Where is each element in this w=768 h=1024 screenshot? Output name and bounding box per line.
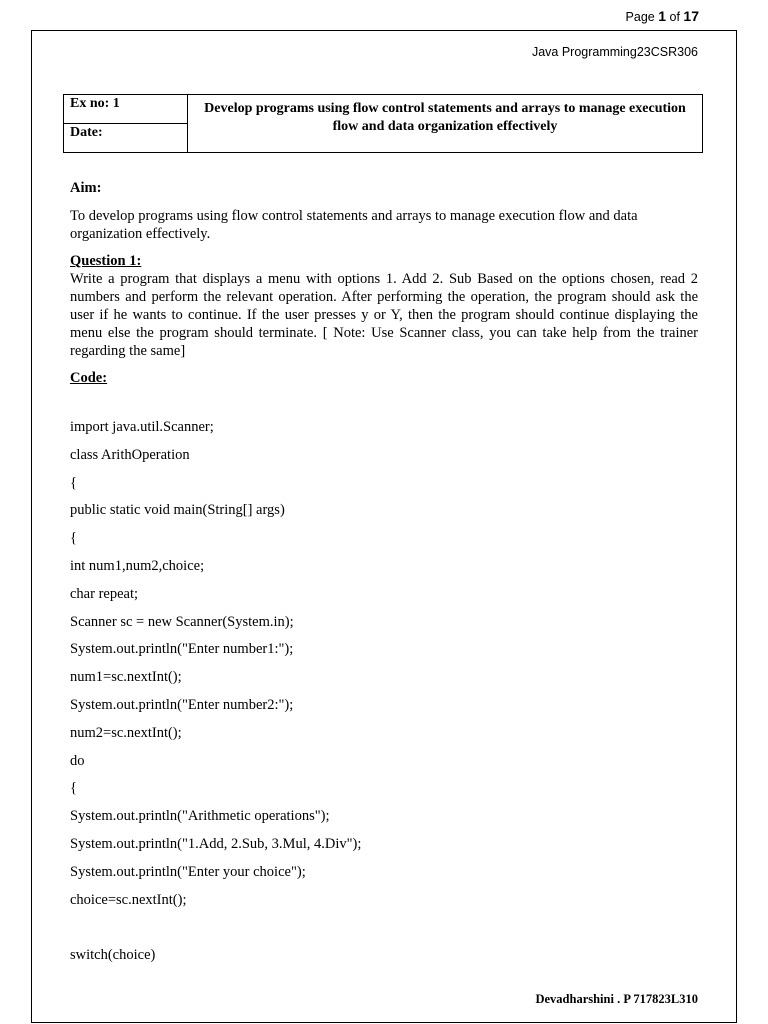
question-heading: Question 1: (70, 253, 142, 269)
question-text: Write a program that displays a menu with options 1. Add 2. Sub Based on the options chosen, read 2 numbers and perform the relevant operation. After performing the operation, the program should ask the user if he wants to continue. If the user presses y or Y, then the program should continue displaying the menu else the program should terminate. [ Note: Use Scanner class, you can take help from the trainer regarding the same] (70, 271, 698, 359)
code-line: do (70, 752, 85, 769)
code-line: import java.util.Scanner; (70, 419, 214, 435)
exercise-header-table (63, 94, 703, 153)
code-line: Scanner sc = new Scanner(System.in); (70, 613, 294, 630)
page-label: Page (625, 10, 655, 24)
aim-heading: Aim: (70, 180, 102, 196)
code-line: { (70, 474, 77, 491)
code-line: System.out.println("Enter number1:"); (70, 641, 294, 658)
date-cell: Date: (64, 124, 188, 153)
code-line: { (70, 530, 77, 547)
code-line: num1=sc.nextInt(); (70, 669, 182, 686)
code-block (70, 414, 698, 970)
aim-text: To develop programs using flow control statements and arrays to manage execution flow and data organization effectively. (70, 208, 638, 242)
code-line: System.out.println("Arithmetic operations"); (70, 808, 330, 825)
code-line: choice=sc.nextInt(); (70, 891, 187, 908)
exercise-title: Develop programs using flow control statements and arrays to manage execution flow and data organization effectively (188, 95, 703, 153)
code-line: public static void main(String[] args) (70, 502, 285, 519)
code-line: num2=sc.nextInt(); (70, 724, 182, 741)
code-line: System.out.println("Enter number2:"); (70, 696, 294, 713)
code-line: System.out.println("Enter your choice"); (70, 863, 306, 880)
code-line: char repeat; (70, 585, 139, 602)
code-line (70, 914, 698, 942)
page-total: 17 (683, 8, 699, 24)
code-line: { (70, 780, 77, 797)
ex-no-cell: Ex no: 1 (64, 95, 188, 124)
code-line: System.out.println("1.Add, 2.Sub, 3.Mul, 4.Div"); (70, 835, 362, 852)
code-heading: Code: (70, 370, 108, 386)
page-of: of (669, 10, 680, 24)
page-number (626, 8, 699, 24)
course-code: Java Programming23CSR306 (531, 45, 698, 59)
code-line: class ArithOperation (70, 446, 190, 463)
author-footer: Devadharshini . P 717823L310 (535, 992, 698, 1006)
code-line: int num1,num2,choice; (70, 557, 205, 574)
page-current: 1 (658, 8, 667, 24)
code-line: switch(choice) (70, 947, 156, 964)
